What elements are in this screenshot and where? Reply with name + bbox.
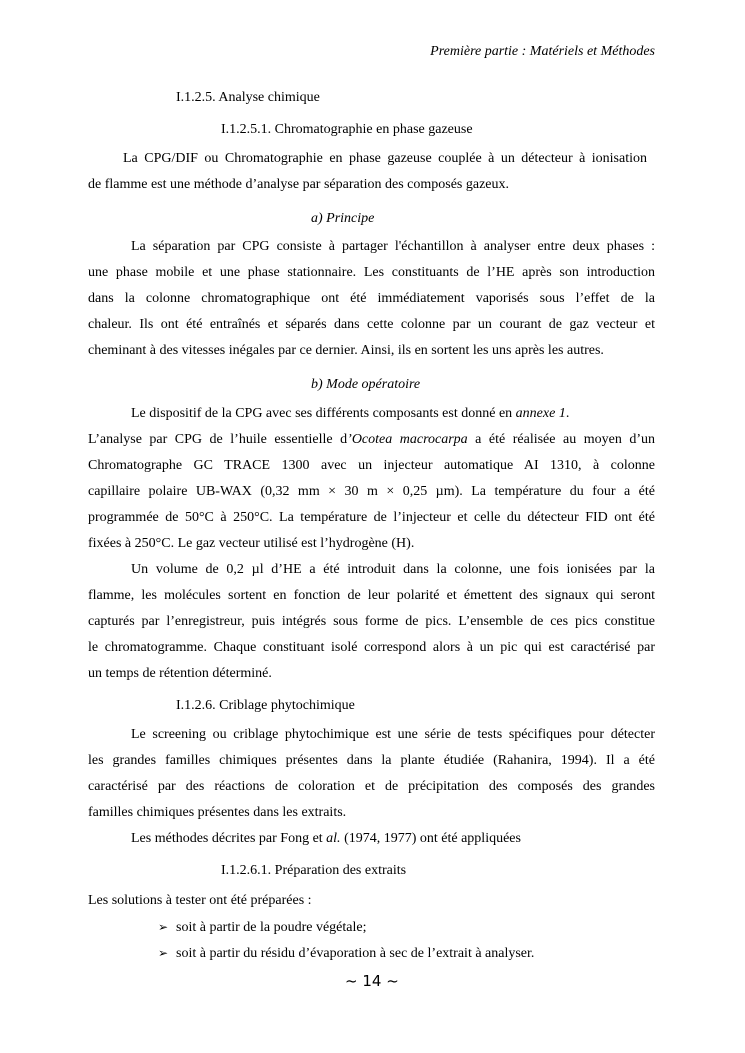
paragraph-line: capillaire polaire UB-WAX (0,32 mm × 30 m × 0,25 µm). La température du four a été xyxy=(88,484,655,499)
paragraph-line: fixées à 250°C. Le gaz vecteur utilisé est l’hydrogène (H). xyxy=(88,536,415,551)
paragraph-line: familles chimiques présentes dans les extraits. xyxy=(88,805,347,820)
arrow-bullet-icon: ➢ xyxy=(158,946,169,960)
paragraph-line: capturés par l’enregistreur, puis intégrés sous forme de pics. L’ensemble de ces pics constitue xyxy=(88,614,655,629)
paragraph-line: de flamme est une méthode d’analyse par séparation des composés gazeux. xyxy=(88,177,510,192)
list-item: ➢ soit à partir du résidu d’évaporation à sec de l’extrait à analyser. xyxy=(158,946,535,961)
paragraph-line: La séparation par CPG consiste à partager l'échantillon à analyser entre deux phases : xyxy=(131,239,655,254)
paragraph-line: Le dispositif de la CPG avec ses différents composants est donné en annexe 1. xyxy=(131,406,570,421)
arrow-bullet-icon: ➢ xyxy=(158,920,169,934)
paragraph-line: flamme, les molécules sortent en fonction de leur polarité et émettent des signaux qui seront xyxy=(88,588,655,603)
paragraph-line: Un volume de 0,2 µl d’HE a été introduit dans la colonne, une fois ionisées par la xyxy=(131,562,655,577)
paragraph-line: Les méthodes décrites par Fong et al. (1974, 1977) ont été appliquées xyxy=(131,831,521,846)
paragraph-line: caractérisé par des réactions de coloration et de précipitation des composés des grandes xyxy=(88,779,655,794)
running-header: Première partie : Matériels et Méthodes xyxy=(430,44,655,59)
sub-heading-principe: a) Principe xyxy=(311,211,375,226)
paragraph-line: cheminant à des vitesses inégales par ce dernier. Ainsi, ils en sortent les uns après les autres. xyxy=(88,343,604,358)
list-item: ➢ soit à partir de la poudre végétale; xyxy=(158,920,367,935)
paragraph-line: le chromatogramme. Chaque constituant isolé correspond alors à un pic qui est caractérisé par xyxy=(88,640,655,655)
paragraph-line: chaleur. Ils ont été entraînés et séparés dans cette colonne par un courant de gaz vecteur et xyxy=(88,317,655,332)
subsection-heading: I.1.2.6.1. Préparation des extraits xyxy=(221,863,407,878)
paragraph-line: Le screening ou criblage phytochimique est une série de tests spécifiques pour détecter xyxy=(131,727,655,742)
paragraph-line: un temps de rétention déterminé. xyxy=(88,666,272,681)
paragraph-line: Chromatographe GC TRACE 1300 avec un injecteur automatique AI 1310, à colonne xyxy=(88,458,655,473)
paragraph-line: dans la colonne chromatographique ont été immédiatement vaporisés sous l’effet de la xyxy=(88,291,655,306)
paragraph-line: L’analyse par CPG de l’huile essentielle d’Ocotea macrocarpa a été réalisée au moyen d’un xyxy=(88,432,655,447)
paragraph-line: La CPG/DIF ou Chromatographie en phase gazeuse couplée à un détecteur à ionisation xyxy=(123,151,647,166)
paragraph-line: les grandes familles chimiques présentes dans la plante étudiée (Rahanira, 1994). Il a été xyxy=(88,753,655,768)
subsection-heading: I.1.2.5.1. Chromatographie en phase gazeuse xyxy=(221,122,473,137)
paragraph-line: Les solutions à tester ont été préparées : xyxy=(88,893,312,908)
section-heading: I.1.2.6. Criblage phytochimique xyxy=(176,698,355,713)
section-heading: I.1.2.5. Analyse chimique xyxy=(176,90,320,105)
sub-heading-mode: b) Mode opératoire xyxy=(311,377,421,392)
page-number: ~ 14 ~ xyxy=(345,972,399,990)
paragraph-line: programmée de 50°C à 250°C. La température de l’injecteur et celle du détecteur FID ont été xyxy=(88,510,655,525)
paragraph-line: une phase mobile et une phase stationnaire. Les constituants de l’HE après son introduction xyxy=(88,265,655,280)
